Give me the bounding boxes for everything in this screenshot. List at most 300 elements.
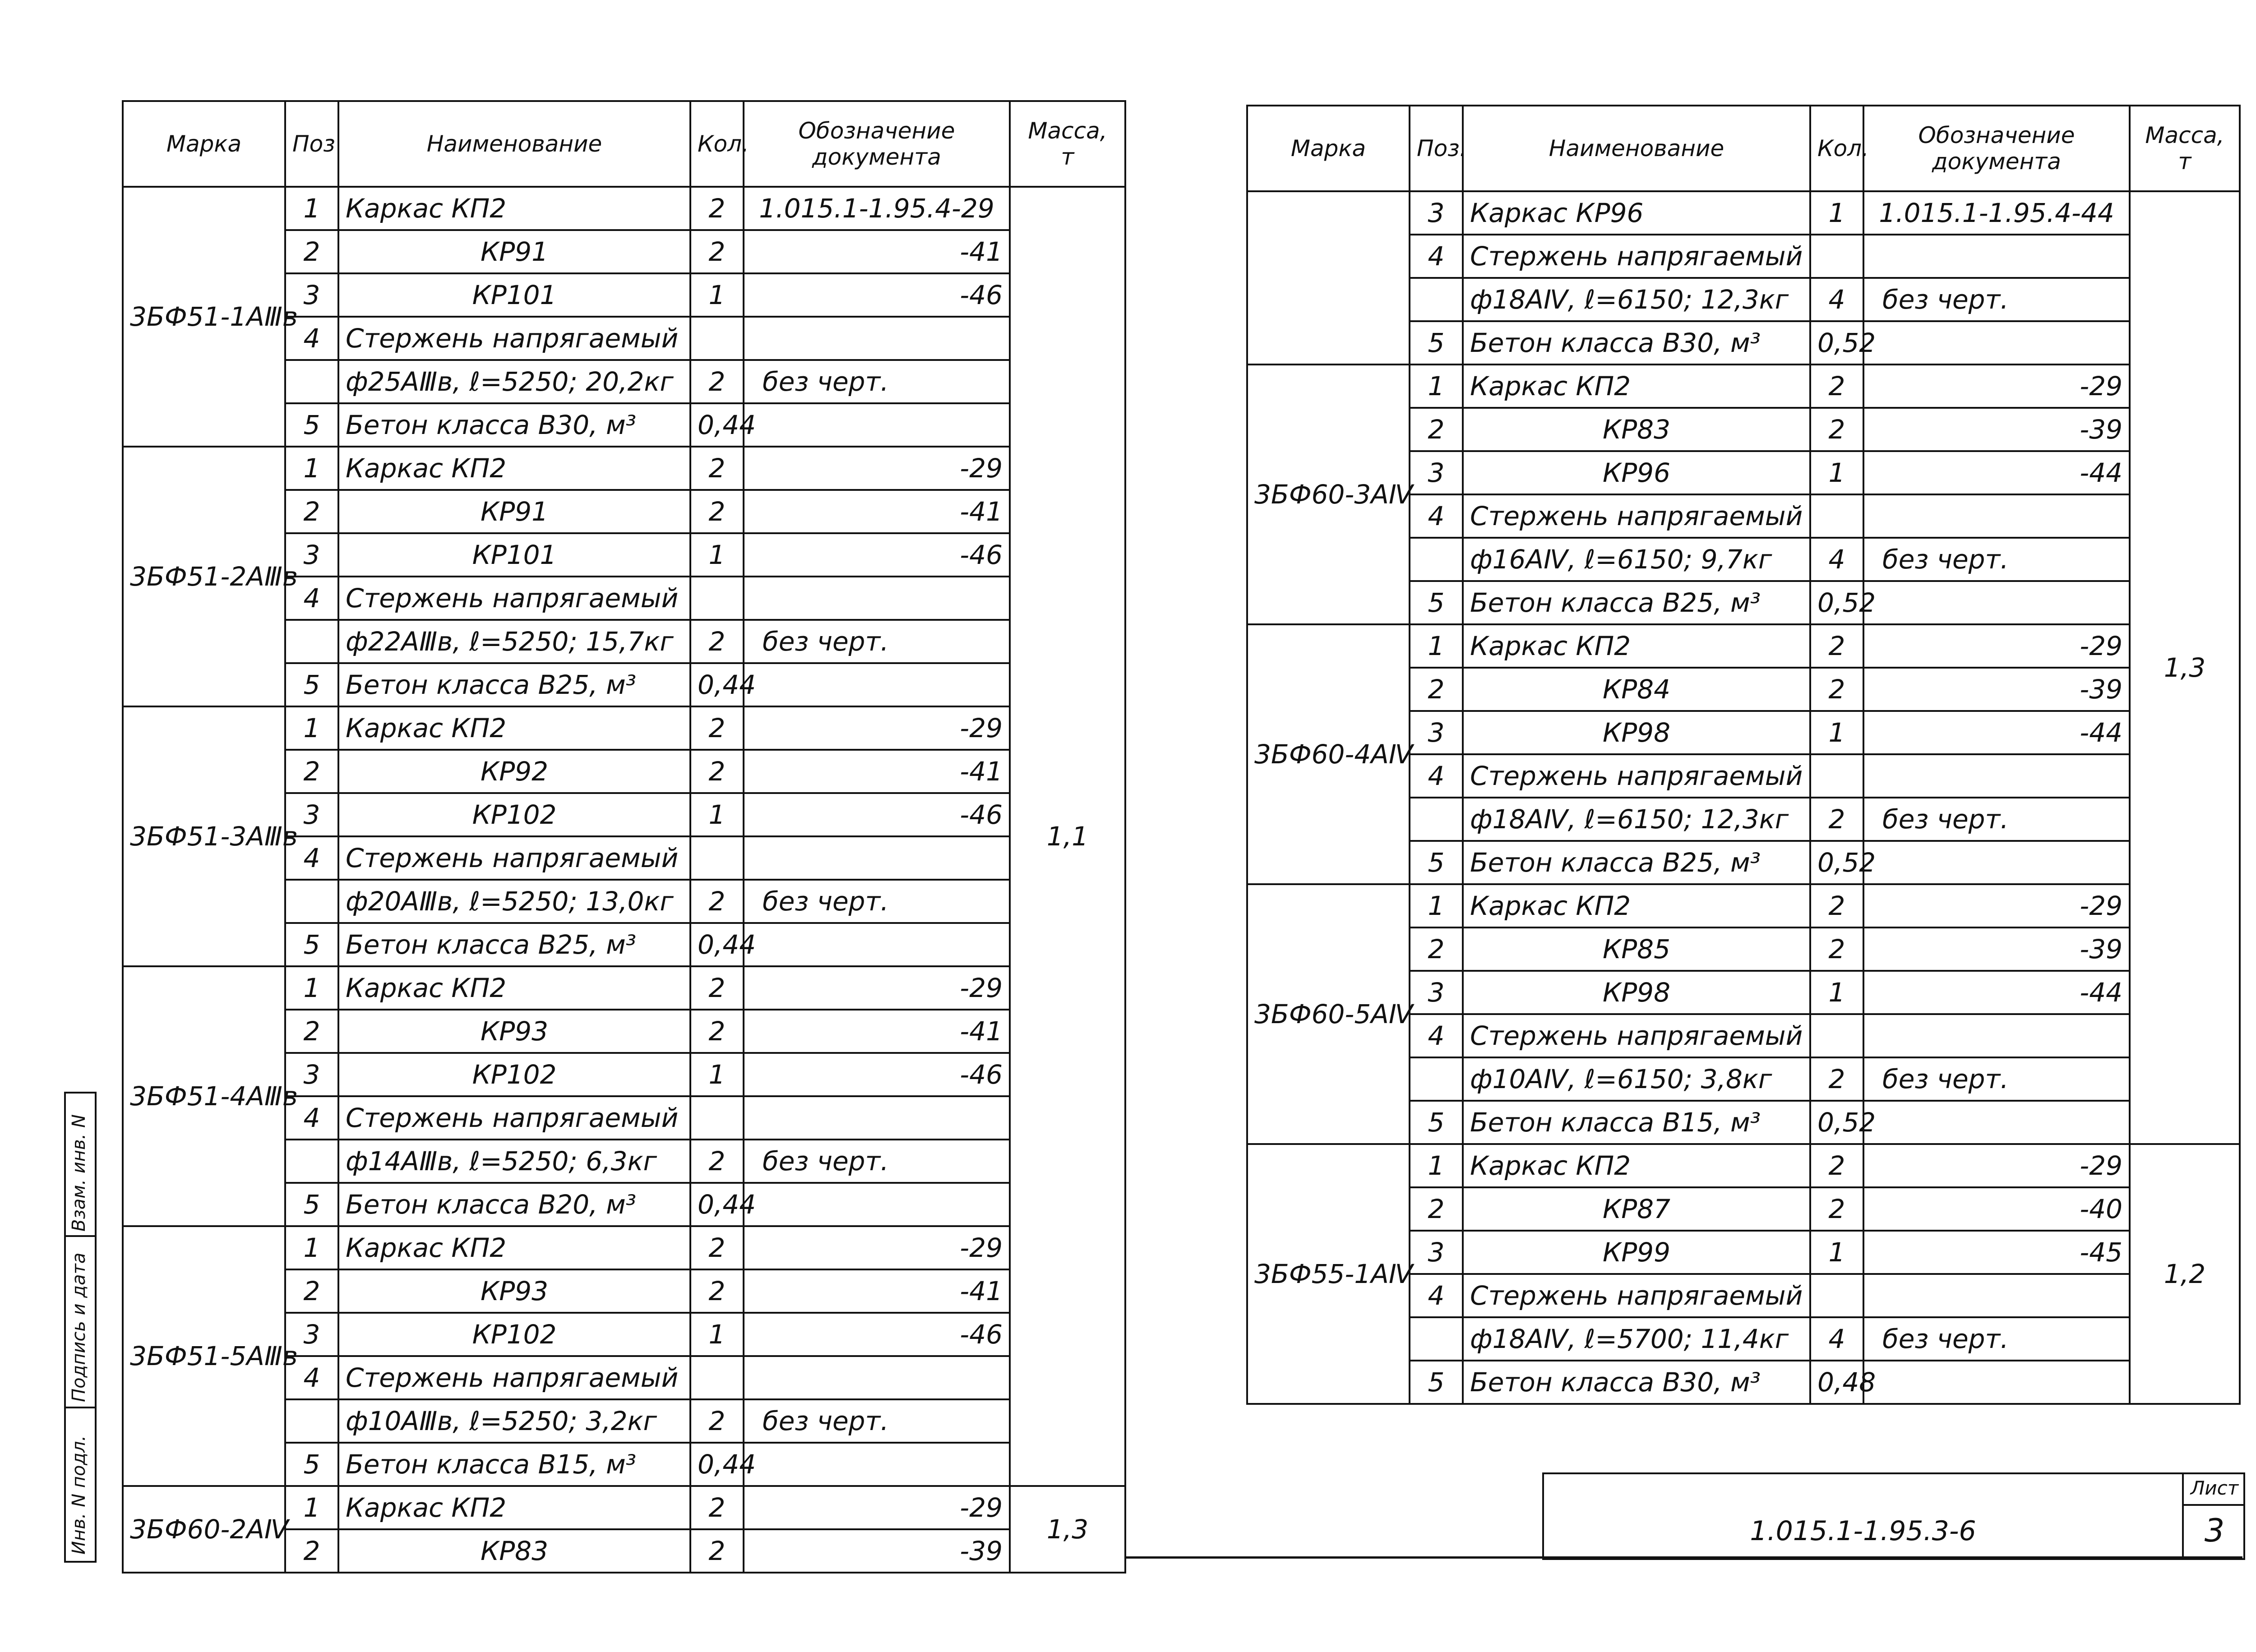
mark-cell: 3БФ55-1АⅣ bbox=[1247, 1144, 1410, 1404]
quantity-cell: 0,52 bbox=[1810, 321, 1863, 365]
name-cell: ф18АⅣ, ℓ=6150; 12,3кг bbox=[1463, 278, 1810, 321]
document-cell bbox=[1863, 1361, 2130, 1404]
spec-row bbox=[123, 706, 1125, 750]
name-cell: Каркас КП2 bbox=[338, 1226, 690, 1269]
spec-row bbox=[123, 447, 1125, 490]
name-cell: Каркас КР96 bbox=[1463, 191, 1810, 235]
quantity-cell: 0,52 bbox=[1810, 581, 1863, 624]
side-inv-no: Инв. N подл. bbox=[69, 1435, 89, 1555]
position-cell: 1 bbox=[285, 706, 338, 750]
position-cell: 3 bbox=[285, 533, 338, 577]
name-cell: Каркас КП2 bbox=[338, 1486, 690, 1529]
mark-cell: 3БФ51-4АⅢв bbox=[123, 966, 285, 1226]
document-cell: -29 bbox=[744, 1226, 1010, 1269]
name-cell: Стержень напрягаемый bbox=[338, 1096, 690, 1140]
left-spec-table bbox=[122, 100, 1126, 1574]
document-cell bbox=[1863, 581, 2130, 624]
header-mass-line2: т bbox=[2178, 148, 2191, 175]
name-cell: Стержень напрягаемый bbox=[1463, 1274, 1810, 1317]
quantity-cell: 1 bbox=[1810, 971, 1863, 1014]
name-cell: ф10АⅣ, ℓ=6150; 3,8кг bbox=[1463, 1057, 1810, 1101]
document-cell: -39 bbox=[744, 1529, 1010, 1573]
quantity-cell: 1 bbox=[1810, 1231, 1863, 1274]
quantity-cell bbox=[690, 1096, 744, 1140]
position-cell bbox=[285, 1399, 338, 1443]
quantity-cell: 2 bbox=[690, 880, 744, 923]
document-cell: -45 bbox=[1863, 1231, 2130, 1274]
name-cell: Стержень напрягаемый bbox=[338, 1356, 690, 1399]
mass-cell: 1,3 bbox=[1010, 1486, 1125, 1573]
name-cell: КР102 bbox=[338, 1053, 690, 1096]
document-cell bbox=[744, 836, 1010, 880]
position-cell: 3 bbox=[285, 273, 338, 317]
document-cell: без черт. bbox=[744, 1140, 1010, 1183]
position-cell: 3 bbox=[1410, 1231, 1463, 1274]
quantity-cell: 2 bbox=[1810, 1057, 1863, 1101]
position-cell: 5 bbox=[285, 663, 338, 706]
header-doc-line2: документа bbox=[1932, 148, 2061, 175]
quantity-cell: 2 bbox=[690, 1140, 744, 1183]
position-cell: 1 bbox=[285, 187, 338, 230]
position-cell: 1 bbox=[285, 447, 338, 490]
name-cell: Бетон класса В30, м³ bbox=[1463, 1361, 1810, 1404]
document-cell bbox=[744, 923, 1010, 966]
quantity-cell: 2 bbox=[690, 360, 744, 403]
document-code: 1.015.1-1.95.3-6 bbox=[1750, 1515, 1976, 1547]
quantity-cell: 0,44 bbox=[690, 1183, 744, 1226]
document-cell: -44 bbox=[1863, 451, 2130, 494]
document-cell bbox=[1863, 1101, 2130, 1144]
name-cell: Стержень напрягаемый bbox=[1463, 494, 1810, 538]
header-mass bbox=[2130, 106, 2240, 191]
quantity-cell bbox=[1810, 235, 1863, 278]
document-cell bbox=[1863, 1274, 2130, 1317]
mass-cell: 1,2 bbox=[2130, 1144, 2240, 1404]
side-stamp-divider-2 bbox=[64, 1407, 95, 1408]
position-cell: 4 bbox=[1410, 1014, 1463, 1057]
document-cell: без черт. bbox=[1863, 278, 2130, 321]
document-cell: -29 bbox=[1863, 624, 2130, 668]
mark-cell: 3БФ60-2АⅣ bbox=[123, 1486, 285, 1573]
name-cell: ф10АⅢв, ℓ=5250; 3,2кг bbox=[338, 1399, 690, 1443]
quantity-cell bbox=[1810, 754, 1863, 798]
position-cell: 2 bbox=[285, 1010, 338, 1053]
header-doc-line1: Обозначение bbox=[798, 118, 955, 144]
position-cell: 2 bbox=[285, 1529, 338, 1573]
right-spec-table bbox=[1246, 105, 2241, 1405]
quantity-cell: 2 bbox=[690, 750, 744, 793]
quantity-cell bbox=[1810, 1274, 1863, 1317]
document-cell: без черт. bbox=[744, 880, 1010, 923]
position-cell: 4 bbox=[285, 836, 338, 880]
name-cell: Каркас КП2 bbox=[1463, 624, 1810, 668]
position-cell: 5 bbox=[1410, 581, 1463, 624]
document-cell: -40 bbox=[1863, 1187, 2130, 1231]
name-cell: Бетон класса В15, м³ bbox=[338, 1443, 690, 1486]
position-cell: 2 bbox=[285, 230, 338, 273]
header-pos: Поз. bbox=[1410, 106, 1463, 191]
quantity-cell: 2 bbox=[1810, 928, 1863, 971]
name-cell: ф25АⅢв, ℓ=5250; 20,2кг bbox=[338, 360, 690, 403]
position-cell bbox=[1410, 538, 1463, 581]
name-cell: Бетон класса В15, м³ bbox=[1463, 1101, 1810, 1144]
position-cell bbox=[1410, 278, 1463, 321]
document-cell bbox=[744, 1356, 1010, 1399]
header-doc bbox=[1863, 106, 2130, 191]
position-cell: 4 bbox=[285, 317, 338, 360]
name-cell: КР99 bbox=[1463, 1231, 1810, 1274]
position-cell: 2 bbox=[285, 490, 338, 533]
position-cell: 1 bbox=[1410, 884, 1463, 928]
document-cell: -29 bbox=[744, 966, 1010, 1010]
spec-row bbox=[1247, 624, 2240, 668]
quantity-cell: 0,48 bbox=[1810, 1361, 1863, 1404]
mark-cell: 3БФ51-1АⅢв bbox=[123, 187, 285, 447]
document-cell: -46 bbox=[744, 1053, 1010, 1096]
name-cell: КР98 bbox=[1463, 711, 1810, 754]
position-cell: 2 bbox=[1410, 668, 1463, 711]
document-cell bbox=[1863, 841, 2130, 884]
quantity-cell: 2 bbox=[1810, 408, 1863, 451]
quantity-cell bbox=[690, 836, 744, 880]
name-cell: Бетон класса В20, м³ bbox=[338, 1183, 690, 1226]
quantity-cell bbox=[690, 317, 744, 360]
quantity-cell: 2 bbox=[690, 1269, 744, 1313]
header-doc-line1: Обозначение bbox=[1918, 122, 2075, 148]
header-name: Наименование bbox=[1463, 106, 1810, 191]
mark-cell: 3БФ51-2АⅢв bbox=[123, 447, 285, 706]
quantity-cell: 2 bbox=[690, 230, 744, 273]
name-cell: Каркас КП2 bbox=[1463, 1144, 1810, 1187]
document-cell: -46 bbox=[744, 533, 1010, 577]
position-cell: 1 bbox=[285, 1486, 338, 1529]
quantity-cell: 2 bbox=[690, 1486, 744, 1529]
mark-cell: 3БФ51-5АⅢв bbox=[123, 1226, 285, 1486]
position-cell: 3 bbox=[1410, 711, 1463, 754]
position-cell: 5 bbox=[285, 403, 338, 447]
spec-row bbox=[1247, 191, 2240, 235]
document-cell: без черт. bbox=[744, 620, 1010, 663]
position-cell bbox=[285, 1140, 338, 1183]
header-doc bbox=[744, 101, 1010, 187]
position-cell: 4 bbox=[1410, 235, 1463, 278]
name-cell: ф16АⅣ, ℓ=6150; 9,7кг bbox=[1463, 538, 1810, 581]
document-cell: без черт. bbox=[1863, 1317, 2130, 1361]
document-cell: -41 bbox=[744, 750, 1010, 793]
position-cell: 2 bbox=[285, 1269, 338, 1313]
name-cell: КР93 bbox=[338, 1010, 690, 1053]
document-cell: -41 bbox=[744, 1010, 1010, 1053]
name-cell: Каркас КП2 bbox=[1463, 365, 1810, 408]
document-cell: 1.015.1-1.95.4-29 bbox=[744, 187, 1010, 230]
document-cell: -44 bbox=[1863, 971, 2130, 1014]
quantity-cell: 1 bbox=[1810, 191, 1863, 235]
quantity-cell: 2 bbox=[690, 1399, 744, 1443]
spec-row bbox=[1247, 884, 2240, 928]
position-cell: 1 bbox=[285, 1226, 338, 1269]
document-cell: -39 bbox=[1863, 668, 2130, 711]
position-cell: 4 bbox=[1410, 754, 1463, 798]
document-cell bbox=[744, 1096, 1010, 1140]
position-cell bbox=[285, 620, 338, 663]
quantity-cell: 1 bbox=[690, 273, 744, 317]
quantity-cell: 2 bbox=[1810, 798, 1863, 841]
name-cell: ф18АⅣ, ℓ=6150; 12,3кг bbox=[1463, 798, 1810, 841]
header-mark: Марка bbox=[1247, 106, 1410, 191]
position-cell: 4 bbox=[1410, 494, 1463, 538]
position-cell: 4 bbox=[285, 577, 338, 620]
name-cell: Бетон класса В30, м³ bbox=[1463, 321, 1810, 365]
name-cell: КР92 bbox=[338, 750, 690, 793]
name-cell: Стержень напрягаемый bbox=[1463, 754, 1810, 798]
quantity-cell bbox=[1810, 1014, 1863, 1057]
position-cell: 3 bbox=[1410, 191, 1463, 235]
quantity-cell: 2 bbox=[1810, 1144, 1863, 1187]
name-cell: КР91 bbox=[338, 490, 690, 533]
document-cell: -39 bbox=[1863, 408, 2130, 451]
sheet-divider bbox=[2184, 1504, 2245, 1506]
position-cell bbox=[1410, 1317, 1463, 1361]
name-cell: КР84 bbox=[1463, 668, 1810, 711]
header-mass-line1: Масса, bbox=[2145, 122, 2224, 148]
document-cell: -46 bbox=[744, 793, 1010, 836]
quantity-cell: 0,52 bbox=[1810, 1101, 1863, 1144]
name-cell: Стержень напрягаемый bbox=[1463, 1014, 1810, 1057]
name-cell: Каркас КП2 bbox=[1463, 884, 1810, 928]
document-cell: -41 bbox=[744, 1269, 1010, 1313]
position-cell: 1 bbox=[1410, 624, 1463, 668]
mark-cell: 3БФ51-3АⅢв bbox=[123, 706, 285, 966]
name-cell: Стержень напрягаемый bbox=[338, 836, 690, 880]
position-cell: 2 bbox=[1410, 928, 1463, 971]
name-cell: Каркас КП2 bbox=[338, 447, 690, 490]
quantity-cell bbox=[1810, 494, 1863, 538]
quantity-cell: 2 bbox=[690, 490, 744, 533]
quantity-cell: 1 bbox=[1810, 711, 1863, 754]
quantity-cell: 2 bbox=[1810, 884, 1863, 928]
position-cell: 4 bbox=[285, 1096, 338, 1140]
name-cell: Каркас КП2 bbox=[338, 966, 690, 1010]
name-cell: ф20АⅢв, ℓ=5250; 13,0кг bbox=[338, 880, 690, 923]
mass-cell: 1,1 bbox=[1010, 187, 1125, 1486]
name-cell: Бетон класса В25, м³ bbox=[1463, 841, 1810, 884]
spec-row bbox=[123, 187, 1125, 230]
quantity-cell: 2 bbox=[690, 187, 744, 230]
position-cell: 5 bbox=[1410, 321, 1463, 365]
quantity-cell: 0,44 bbox=[690, 403, 744, 447]
right-header-row bbox=[1247, 106, 2240, 191]
name-cell: Бетон класса В25, м³ bbox=[338, 923, 690, 966]
position-cell: 3 bbox=[1410, 451, 1463, 494]
position-cell: 5 bbox=[285, 923, 338, 966]
position-cell: 3 bbox=[285, 793, 338, 836]
quantity-cell: 0,52 bbox=[1810, 841, 1863, 884]
name-cell: КР93 bbox=[338, 1269, 690, 1313]
spec-row bbox=[1247, 365, 2240, 408]
document-cell: -41 bbox=[744, 230, 1010, 273]
document-cell: -29 bbox=[744, 447, 1010, 490]
quantity-cell: 1 bbox=[690, 1053, 744, 1096]
header-doc-line2: документа bbox=[812, 144, 941, 170]
document-cell: без черт. bbox=[1863, 798, 2130, 841]
header-mark: Марка bbox=[123, 101, 285, 187]
document-cell bbox=[744, 403, 1010, 447]
quantity-cell: 0,44 bbox=[690, 663, 744, 706]
document-cell bbox=[744, 1443, 1010, 1486]
name-cell: Каркас КП2 bbox=[338, 187, 690, 230]
document-cell bbox=[1863, 1014, 2130, 1057]
quantity-cell: 2 bbox=[690, 620, 744, 663]
name-cell: КР83 bbox=[1463, 408, 1810, 451]
document-cell bbox=[744, 663, 1010, 706]
quantity-cell: 1 bbox=[1810, 451, 1863, 494]
header-mass-line1: Масса, bbox=[1028, 118, 1107, 144]
quantity-cell: 2 bbox=[690, 1529, 744, 1573]
header-qty: Кол. bbox=[690, 101, 744, 187]
sheet-number: 3 bbox=[2204, 1512, 2225, 1549]
quantity-cell: 1 bbox=[690, 793, 744, 836]
document-cell: -46 bbox=[744, 1313, 1010, 1356]
quantity-cell: 1 bbox=[690, 533, 744, 577]
document-cell: -39 bbox=[1863, 928, 2130, 971]
position-cell: 5 bbox=[1410, 841, 1463, 884]
sheet-box bbox=[2182, 1474, 2245, 1558]
quantity-cell: 2 bbox=[690, 447, 744, 490]
name-cell: КР101 bbox=[338, 273, 690, 317]
position-cell: 5 bbox=[1410, 1101, 1463, 1144]
spec-row bbox=[123, 1226, 1125, 1269]
position-cell bbox=[285, 360, 338, 403]
document-cell bbox=[744, 1183, 1010, 1226]
document-cell bbox=[1863, 754, 2130, 798]
document-cell: -29 bbox=[1863, 1144, 2130, 1187]
quantity-cell: 2 bbox=[690, 966, 744, 1010]
header-pos: Поз bbox=[285, 101, 338, 187]
document-cell: без черт. bbox=[744, 360, 1010, 403]
position-cell: 3 bbox=[1410, 971, 1463, 1014]
position-cell bbox=[1410, 1057, 1463, 1101]
position-cell bbox=[1410, 798, 1463, 841]
quantity-cell: 2 bbox=[690, 706, 744, 750]
position-cell: 3 bbox=[285, 1053, 338, 1096]
quantity-cell: 0,44 bbox=[690, 1443, 744, 1486]
quantity-cell: 0,44 bbox=[690, 923, 744, 966]
spec-row bbox=[1247, 1144, 2240, 1187]
document-cell: -44 bbox=[1863, 711, 2130, 754]
quantity-cell: 2 bbox=[1810, 365, 1863, 408]
quantity-cell: 1 bbox=[690, 1313, 744, 1356]
name-cell: Каркас КП2 bbox=[338, 706, 690, 750]
mark-cell bbox=[1247, 191, 1410, 365]
name-cell: КР83 bbox=[338, 1529, 690, 1573]
position-cell: 3 bbox=[285, 1313, 338, 1356]
spec-row bbox=[123, 966, 1125, 1010]
quantity-cell: 4 bbox=[1810, 538, 1863, 581]
name-cell: Стержень напрягаемый bbox=[338, 577, 690, 620]
position-cell: 5 bbox=[1410, 1361, 1463, 1404]
name-cell: ф14АⅢв, ℓ=5250; 6,3кг bbox=[338, 1140, 690, 1183]
document-cell: -29 bbox=[744, 706, 1010, 750]
name-cell: Стержень напрягаемый bbox=[1463, 235, 1810, 278]
document-cell: -29 bbox=[1863, 884, 2130, 928]
spec-row bbox=[123, 1486, 1125, 1529]
name-cell: Бетон класса В25, м³ bbox=[1463, 581, 1810, 624]
document-cell bbox=[1863, 235, 2130, 278]
name-cell: КР101 bbox=[338, 533, 690, 577]
header-qty: Кол. bbox=[1810, 106, 1863, 191]
name-cell: КР96 bbox=[1463, 451, 1810, 494]
position-cell: 2 bbox=[1410, 1187, 1463, 1231]
name-cell: КР102 bbox=[338, 793, 690, 836]
quantity-cell: 2 bbox=[1810, 624, 1863, 668]
position-cell: 2 bbox=[1410, 408, 1463, 451]
document-cell: без черт. bbox=[744, 1399, 1010, 1443]
position-cell: 5 bbox=[285, 1183, 338, 1226]
mark-cell: 3БФ60-4АⅣ bbox=[1247, 624, 1410, 884]
left-header-row bbox=[123, 101, 1125, 187]
quantity-cell: 2 bbox=[1810, 1187, 1863, 1231]
side-sign-date: Подпись и дата bbox=[69, 1252, 89, 1402]
mark-cell: 3БФ60-3АⅣ bbox=[1247, 365, 1410, 624]
position-cell: 4 bbox=[285, 1356, 338, 1399]
position-cell: 5 bbox=[285, 1443, 338, 1486]
sheet-label: Лист bbox=[2190, 1477, 2239, 1499]
quantity-cell: 4 bbox=[1810, 278, 1863, 321]
name-cell: КР87 bbox=[1463, 1187, 1810, 1231]
document-cell: 1.015.1-1.95.4-44 bbox=[1863, 191, 2130, 235]
name-cell: КР91 bbox=[338, 230, 690, 273]
quantity-cell: 2 bbox=[690, 1010, 744, 1053]
name-cell: Бетон класса В25, м³ bbox=[338, 663, 690, 706]
position-cell: 1 bbox=[1410, 1144, 1463, 1187]
document-cell bbox=[1863, 494, 2130, 538]
position-cell: 4 bbox=[1410, 1274, 1463, 1317]
header-name: Наименование bbox=[338, 101, 690, 187]
document-cell: -46 bbox=[744, 273, 1010, 317]
quantity-cell: 2 bbox=[1810, 668, 1863, 711]
document-cell: -29 bbox=[744, 1486, 1010, 1529]
header-mass-line2: т bbox=[1061, 144, 1074, 170]
name-cell: Бетон класса В30, м³ bbox=[338, 403, 690, 447]
name-cell: Стержень напрягаемый bbox=[338, 317, 690, 360]
document-cell bbox=[744, 577, 1010, 620]
document-cell: без черт. bbox=[1863, 538, 2130, 581]
name-cell: ф18АⅣ, ℓ=5700; 11,4кг bbox=[1463, 1317, 1810, 1361]
quantity-cell: 2 bbox=[690, 1226, 744, 1269]
position-cell: 1 bbox=[285, 966, 338, 1010]
document-cell: -41 bbox=[744, 490, 1010, 533]
name-cell: КР98 bbox=[1463, 971, 1810, 1014]
side-replace-inv: Взам. инв. N bbox=[69, 1114, 89, 1232]
document-cell bbox=[744, 317, 1010, 360]
mass-cell: 1,3 bbox=[2130, 191, 2240, 1144]
document-cell: -29 bbox=[1863, 365, 2130, 408]
name-cell: КР85 bbox=[1463, 928, 1810, 971]
quantity-cell bbox=[690, 577, 744, 620]
side-stamp-divider-1 bbox=[64, 1235, 95, 1237]
quantity-cell bbox=[690, 1356, 744, 1399]
position-cell: 2 bbox=[285, 750, 338, 793]
header-mass bbox=[1010, 101, 1125, 187]
position-cell: 1 bbox=[1410, 365, 1463, 408]
mark-cell: 3БФ60-5АⅣ bbox=[1247, 884, 1410, 1144]
title-block bbox=[1542, 1472, 2245, 1560]
name-cell: ф22АⅢв, ℓ=5250; 15,7кг bbox=[338, 620, 690, 663]
document-cell: без черт. bbox=[1863, 1057, 2130, 1101]
document-cell bbox=[1863, 321, 2130, 365]
position-cell bbox=[285, 880, 338, 923]
name-cell: КР102 bbox=[338, 1313, 690, 1356]
